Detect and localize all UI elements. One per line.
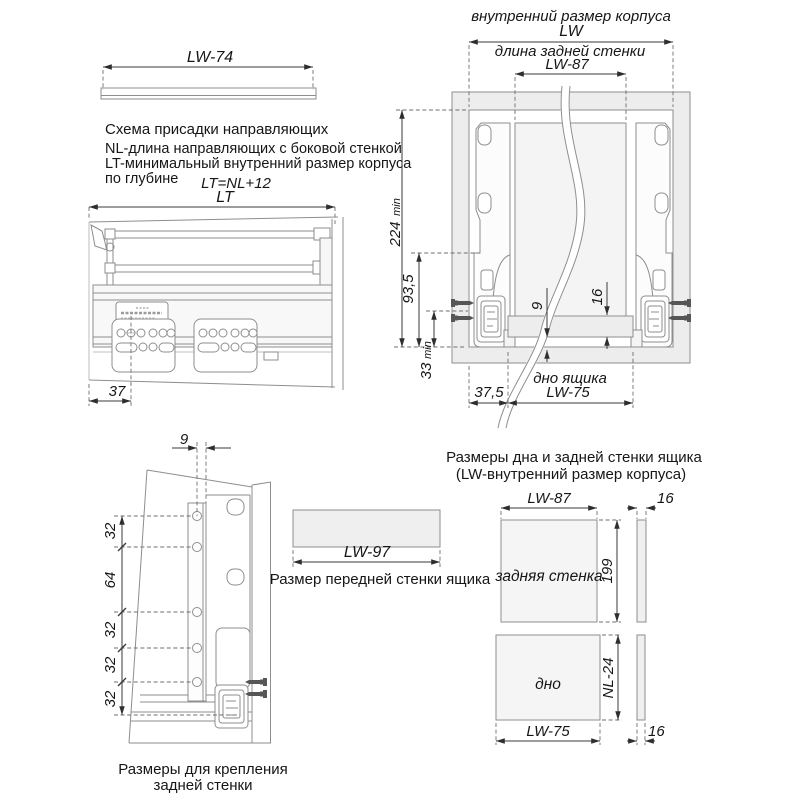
dim-label-224-min: min xyxy=(391,198,403,216)
dim-label-37: 37 xyxy=(108,383,126,400)
dim-label-9-bottom: 9 xyxy=(529,301,546,311)
dim-label-32-1: 32 xyxy=(102,522,119,540)
front-panel xyxy=(293,510,440,547)
dim-label-lw87: LW-87 xyxy=(545,56,589,73)
front-panel-view xyxy=(270,510,491,588)
dim-label-16-bottom: 16 xyxy=(589,288,606,306)
scheme-title: Схема присадки направляющих xyxy=(105,121,329,138)
drawer-side-profile-left xyxy=(474,123,515,347)
dim-label-bottom-16: 16 xyxy=(648,723,665,740)
label-back-wall-length: длина задней стенки xyxy=(494,43,646,60)
scheme-note-1: NL-длина направляющих с боковой стенкой xyxy=(105,141,402,157)
drawer-side-profile-right xyxy=(631,123,672,347)
dim-label-back-lw87: LW-87 xyxy=(527,490,571,507)
lower-railing xyxy=(115,265,318,272)
label-drawer-bottom: дно ящика xyxy=(533,370,607,387)
dim-label-bottom-lw75: LW-75 xyxy=(526,723,570,740)
dim-label-nl24: NL-24 xyxy=(600,657,617,699)
panel-sizes-view xyxy=(446,449,702,745)
panel-sizes-title-2: (LW-внутренний размер корпуса) xyxy=(455,466,687,483)
dim-label-lw: LW xyxy=(559,23,583,40)
dim-label-32-4: 32 xyxy=(102,690,119,708)
dim-label-64: 64 xyxy=(102,571,119,589)
dim-label-32-3: 32 xyxy=(102,656,119,674)
dim-label-lw75: LW-75 xyxy=(546,384,590,401)
rail-strip xyxy=(101,88,316,99)
upper-railing xyxy=(115,231,318,238)
slide-side-view xyxy=(89,217,343,406)
bottom-edge-strip xyxy=(637,635,645,720)
back-mount-caption-1: Размеры для крепления xyxy=(118,761,288,778)
dim-label-224: 224 xyxy=(387,221,404,247)
drawer-bottom-panel xyxy=(508,316,633,337)
dim-label-lw97: LW-97 xyxy=(343,544,391,561)
dim-label-199: 199 xyxy=(599,558,616,584)
scheme-notes xyxy=(89,121,412,224)
back-wall-label: задняя стенка xyxy=(495,568,603,585)
dim-label-37-5: 37,5 xyxy=(474,384,504,401)
scheme-note-2: LT-минимальный внутренний размер корпуса xyxy=(105,156,412,172)
dim-label-back-16: 16 xyxy=(657,490,674,507)
dim-label-lt: LT xyxy=(216,189,234,206)
back-wall-edge-strip xyxy=(637,520,646,622)
label-inner-width: внутренний размер корпуса xyxy=(471,8,671,25)
back-bracket xyxy=(320,238,332,288)
mounting-plate-rear xyxy=(194,319,257,372)
dim-label-32-2: 32 xyxy=(102,621,119,639)
panel-sizes-title-1: Размеры дна и задней стенки ящика xyxy=(446,449,702,466)
scheme-note-3: по глубине xyxy=(105,171,179,187)
dim-label-lw74: LW-74 xyxy=(186,49,234,66)
dim-label-93-5: 93,5 xyxy=(400,274,417,304)
mounting-plate-front xyxy=(112,319,175,372)
dim-label-9-holes: 9 xyxy=(179,431,189,448)
bottom-panel-label: дно xyxy=(535,676,561,693)
dim-label-33: 33 xyxy=(418,362,435,380)
formula-label: LT=NL+12 xyxy=(201,175,271,192)
front-panel-caption: Размер передней стенки ящика xyxy=(269,571,491,588)
front-rail-strip-view xyxy=(101,49,316,99)
back-mount-caption-2: задней стенки xyxy=(153,777,253,794)
cabinet-front-view xyxy=(387,8,691,428)
back-wall-mounting-view xyxy=(102,431,288,794)
dim-label-33-min: min xyxy=(422,341,434,359)
